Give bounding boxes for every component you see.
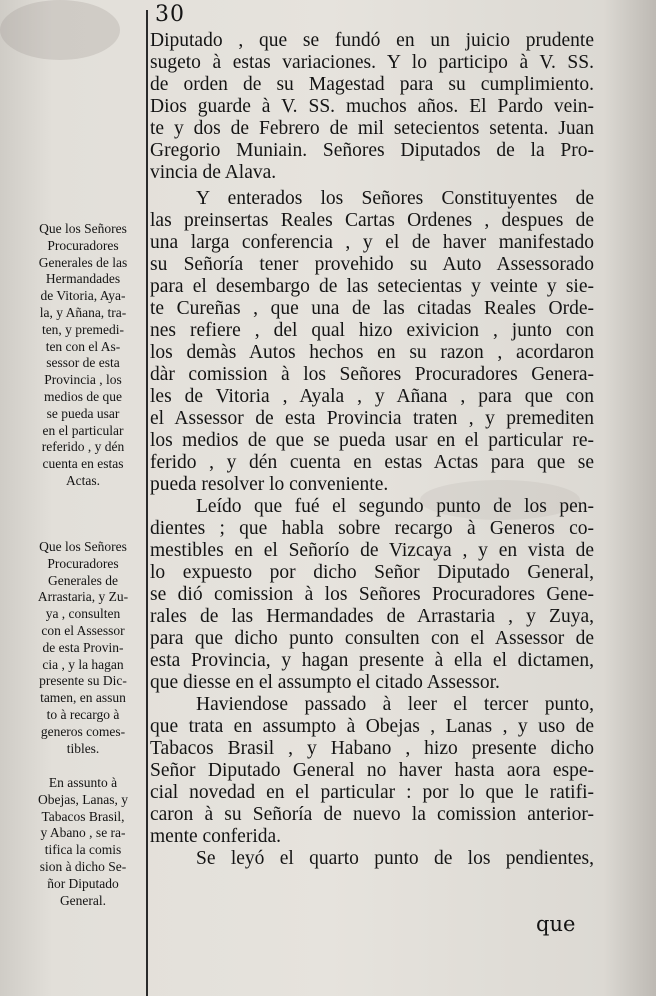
body-line: mestibles en el Señorío de Vizcaya , y en vista de	[150, 540, 594, 561]
body-line: las preinsertas Reales Cartas Ordenes , despues de	[150, 210, 594, 231]
body-line: nes refiere , del qual hizo exivicion , junto con	[150, 320, 594, 341]
margin-note-line: la, y Añana, tra-	[39, 304, 127, 320]
margin-note-line: to à recargo à	[46, 706, 120, 722]
margin-note-line: Generales de	[47, 572, 119, 588]
body-line: Leído que fué el segundo punto de los pen-	[196, 496, 594, 517]
body-line: mente conferida.	[150, 826, 282, 847]
margin-note-line: con el Assessor	[41, 622, 125, 638]
body-line: dientes ; que habla sobre recargo à Generos co-	[150, 518, 594, 539]
margin-note-line: Arrastaria, y Zu-	[37, 589, 129, 605]
margin-note-line: ya , consulten	[45, 606, 121, 622]
body-line: Se leyó el quarto punto de los pendientes,	[196, 848, 594, 869]
page-number: 30	[155, 2, 185, 27]
body-line: sugeto à estas variaciones. Y lo participo à V. SS.	[150, 52, 594, 73]
body-line: caron à su Señoría de nuevo la comission anterior-	[150, 804, 594, 825]
ink-bleed	[0, 0, 120, 60]
body-line: Señor Diputado General no haver hasta aora espe-	[150, 760, 594, 781]
body-line: los demàs Autos hechos en su razon , acordaron	[150, 342, 594, 363]
margin-note-line: referido , y dén	[41, 439, 125, 455]
margin-note-line: de Vitoria, Aya-	[40, 288, 126, 304]
body-line: de orden de su Magestad para su cumplimiento.	[150, 74, 594, 95]
margin-note-line: ten con el As-	[45, 338, 121, 354]
body-line: te Cureñas , que una de las citadas Reales Orde-	[150, 298, 594, 319]
margin-note-line: cuenta en estas	[42, 456, 124, 472]
body-line: te y dos de Febrero de mil setecientos setenta. Juan	[150, 118, 594, 139]
body-line: Y enterados los Señores Constituyentes de	[196, 188, 594, 209]
margin-note-line: sion à dicho Se-	[39, 858, 127, 874]
margin-note-line: generos comes-	[40, 723, 126, 739]
margin-note-line: Provincia , los	[44, 372, 122, 388]
margin-rule	[146, 10, 148, 996]
margin-note-arrastaria-zuya	[28, 539, 138, 757]
margin-note-line: presente su Dic-	[39, 673, 127, 689]
body-line: para el desembargo de las setecientas y veinte y sie-	[150, 276, 594, 297]
body-line: cial novedad en el particular : por lo que le ratifi-	[150, 782, 594, 803]
margin-note-line: Hermandades	[45, 271, 121, 287]
body-line: pueda resolver lo conveniente.	[150, 474, 389, 495]
margin-note-line: Procuradores	[47, 237, 119, 253]
body-line: lo expuesto por dicho Señor Diputado General,	[150, 562, 594, 583]
body-line: Tabacos Brasil , y Habano , hizo presente dicho	[150, 738, 594, 759]
body-line: vincia de Alava.	[150, 162, 277, 183]
margin-note-line: cia , y la hagan	[42, 656, 124, 672]
margin-note-line: Actas.	[65, 472, 101, 488]
body-line: el Assessor de esta Provincia traten , y premediten	[150, 408, 594, 429]
margin-note-line: se pueda usar	[46, 405, 120, 421]
margin-note-line: Obejas, Lanas, y	[38, 791, 128, 807]
body-line: una larga conferencia , y el de haver manifestado	[150, 232, 594, 253]
margin-note-line: Que los Señores	[39, 539, 127, 554]
margin-note-procuradores-vitoria	[28, 221, 138, 490]
margin-note-line: de esta Provin-	[42, 639, 124, 655]
margin-note-line: ñor Diputado	[47, 875, 119, 891]
margin-note-line: Que los Señores	[39, 221, 127, 236]
margin-note-line: Procuradores	[47, 555, 119, 571]
margin-note-line: en el particular	[42, 422, 124, 438]
body-line: se dió comission à los Señores Procuradores Gene-	[150, 584, 594, 605]
body-line: Dios guarde à V. SS. muchos años. El Pardo vein-	[150, 96, 594, 117]
body-line: rales de las Hermandades de Arrastaria , y Zuya,	[150, 606, 594, 627]
margin-note-line: General.	[59, 892, 107, 908]
body-line: Diputado , que se fundó en un juicio prudente	[150, 30, 594, 51]
body-line: les de Vitoria , Ayala , y Añana , para que con	[150, 386, 594, 407]
body-line: dàr comission à los Señores Procuradores Genera-	[150, 364, 594, 385]
margin-note-line: En assunto à	[48, 775, 118, 790]
margin-note-line: y Abano , se ra-	[40, 825, 126, 841]
margin-note-line: tamen, en assun	[40, 690, 126, 706]
margin-note-line: tifica la comis	[44, 842, 122, 858]
main-text	[150, 30, 594, 870]
margin-note-line: Generales de las	[38, 254, 128, 270]
body-line: Gregorio Muniain. Señores Diputados de la Pro-	[150, 140, 594, 161]
margin-note-line: tibles.	[66, 740, 100, 756]
body-line: ferido , y dén cuenta en estas Actas para que se	[150, 452, 594, 473]
body-line: que trata en assumpto à Obejas , Lanas , y uso de	[150, 716, 594, 737]
body-line: su Señoría tener provehido su Auto Assessorado	[150, 254, 594, 275]
catchword: que	[536, 912, 576, 936]
margin-note-line: medios de que	[44, 388, 122, 404]
body-line: Haviendose passado à leer el tercer punto,	[196, 694, 594, 715]
margin-note-line: sessor de esta	[46, 355, 120, 371]
margin-note-obejas-lanas	[28, 775, 138, 909]
margin-note-line: Tabacos Brasil,	[41, 808, 125, 824]
body-line: esta Provincia, y hagan presente à ella el dictamen,	[150, 650, 594, 671]
margin-note-line: ten, y premedi-	[41, 321, 125, 337]
body-line: que diesse en el assumpto el citado Assessor.	[150, 672, 500, 693]
body-line: para que dicho punto consulten con el Assessor de	[150, 628, 594, 649]
body-line: los medios de que se pueda usar en el particular re-	[150, 430, 594, 451]
